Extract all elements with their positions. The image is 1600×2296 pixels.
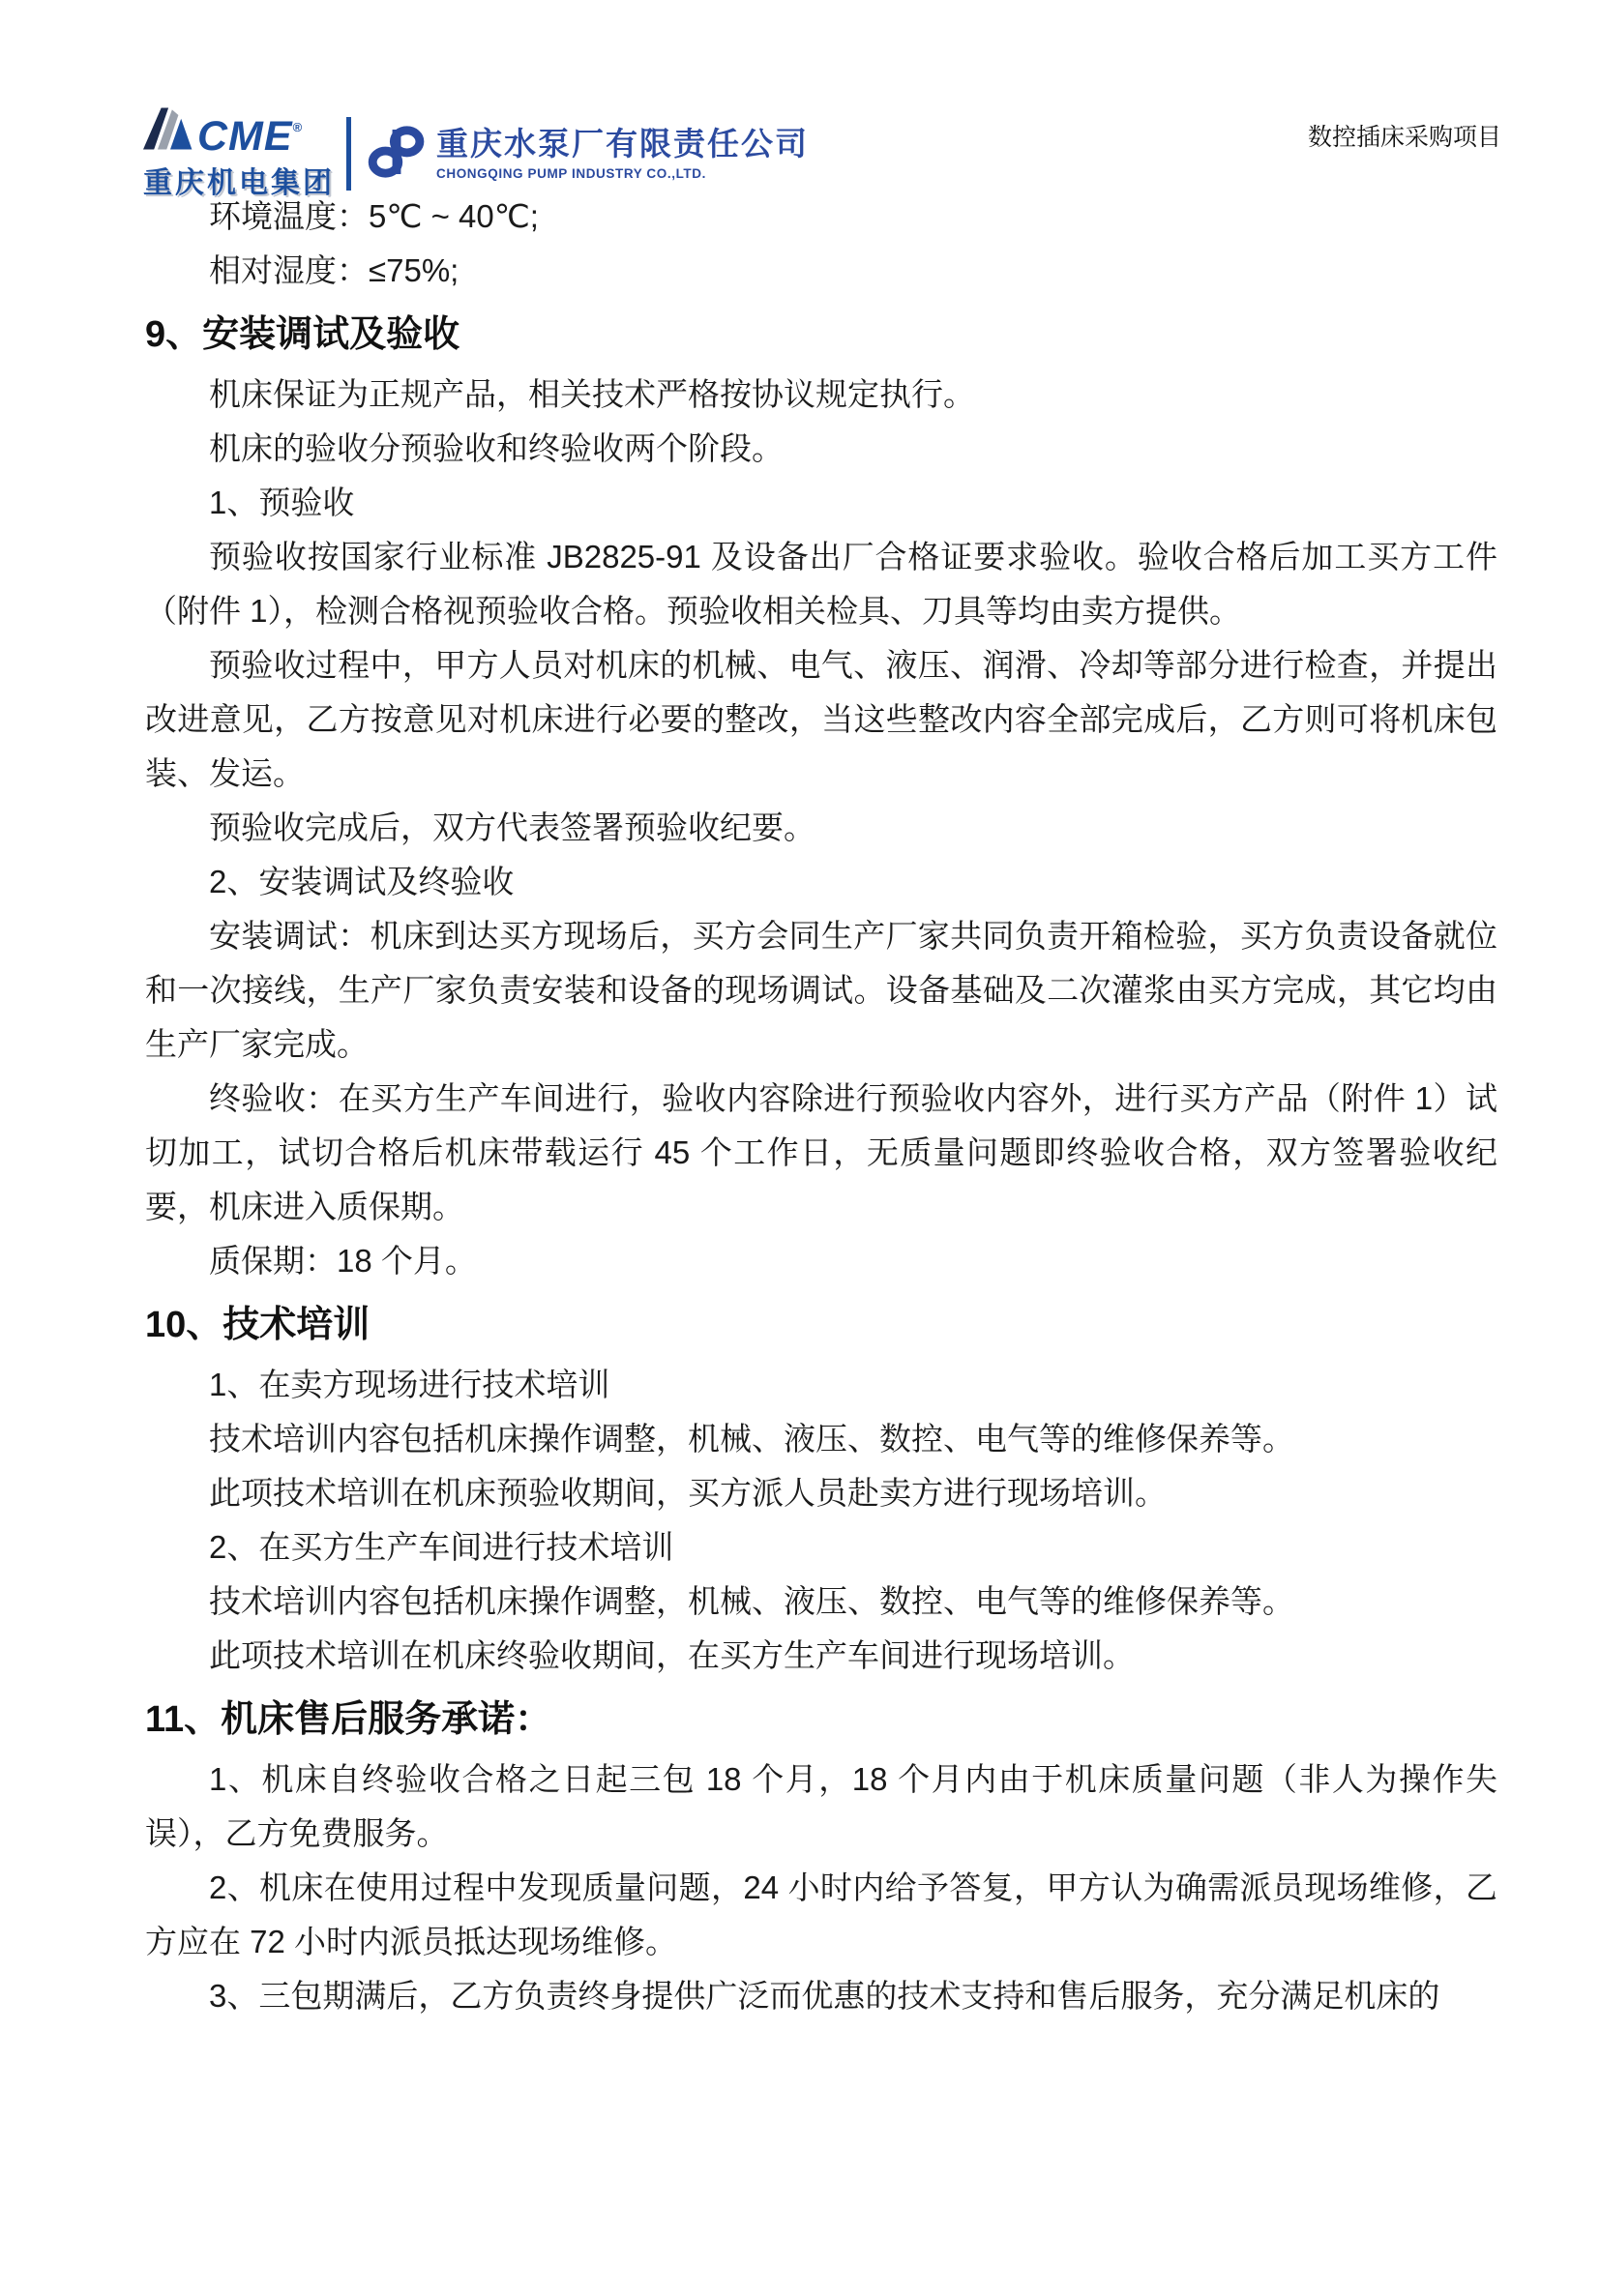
cme-logo-top bbox=[143, 106, 335, 161]
paragraph: 3、三包期满后，乙方负责终身提供广泛而优惠的技术支持和售后服务，充分满足机床的 bbox=[209, 1978, 1440, 2014]
paragraph: 2、安装调试及终验收 bbox=[209, 864, 515, 899]
paragraph: 技术培训内容包括机床操作调整，机械、液压、数控、电气等的维修保养等。 bbox=[209, 1421, 1294, 1457]
registered-mark: ® bbox=[292, 120, 303, 134]
project-title-label: 数控插床采购项目 bbox=[1307, 124, 1501, 151]
section-heading: 9、安装调试及验收 bbox=[145, 314, 460, 355]
cme-brand-text: CME bbox=[197, 113, 293, 161]
section-heading: 10、技术培训 bbox=[145, 1305, 370, 1345]
pump-logo bbox=[367, 123, 809, 186]
document-body bbox=[145, 190, 1497, 2023]
cme-logo bbox=[143, 106, 335, 201]
paragraph: 此项技术培训在机床终验收期间，在买方生产车间进行现场培训。 bbox=[209, 1637, 1135, 1673]
pump-db-monogram-icon bbox=[367, 123, 427, 186]
paragraph: 2、在买方生产车间进行技术培训 bbox=[209, 1529, 674, 1565]
pump-company-name-cn: 重庆水泵厂有限责任公司 bbox=[436, 126, 809, 162]
pump-company-name-en: CHONGQING PUMP INDUSTRY CO.,LTD. bbox=[436, 165, 706, 181]
paragraph: 终验收：在买方生产车间进行，验收内容除进行预验收内容外，进行买方产品（附件 1）试切加工，试切合格后机床带载运行 45 个工作日，无质量问题即终验收合格，双方签署验收纪要，机床进入质保期。 bbox=[145, 1080, 1497, 1224]
paragraph: 机床保证为正规产品，相关技术严格按协议规定执行。 bbox=[209, 376, 975, 412]
cme-subtitle: 重庆机电集团 bbox=[143, 167, 335, 199]
logo-group bbox=[143, 106, 809, 201]
paragraph: 相对湿度：≤75%; bbox=[209, 252, 459, 288]
paragraph: 质保期：18 个月。 bbox=[209, 1243, 477, 1279]
paragraph: 预验收完成后，双方代表签署预验收纪要。 bbox=[209, 809, 815, 845]
paragraph: 安装调试：机床到达买方现场后，买方会同生产厂家共同负责开箱检验，买方负责设备就位和一次接线，生产厂家负责安装和设备的现场调试。设备基础及二次灌浆由买方完成，其它均由生产厂家完成。 bbox=[145, 918, 1497, 1062]
paragraph: 预验收按国家行业标准 JB2825-91 及设备出厂合格证要求验收。验收合格后加工买方工件（附件 1），检测合格视预验收合格。预验收相关检具、刀具等均由卖方提供。 bbox=[145, 539, 1497, 629]
paragraph: 1、机床自终验收合格之日起三包 18 个月，18 个月内由于机床质量问题（非人为操作失误），乙方免费服务。 bbox=[145, 1761, 1497, 1851]
paragraph: 环境温度：5℃ ~ 40℃; bbox=[209, 198, 539, 234]
logo-divider bbox=[346, 117, 351, 191]
paragraph: 2、机床在使用过程中发现质量问题，24 小时内给予答复，甲方认为确需派员现场维修，乙方应在 72 小时内派员抵达现场维修。 bbox=[145, 1869, 1497, 1959]
cme-mountain-icon bbox=[143, 106, 197, 156]
pump-names bbox=[436, 127, 809, 180]
paragraph: 此项技术培训在机床预验收期间，买方派人员赴卖方进行现场培训。 bbox=[209, 1475, 1167, 1511]
paragraph: 1、预验收 bbox=[209, 485, 355, 520]
paragraph: 技术培训内容包括机床操作调整，机械、液压、数控、电气等的维修保养等。 bbox=[209, 1583, 1294, 1619]
paragraph: 机床的验收分预验收和终验收两个阶段。 bbox=[209, 430, 784, 466]
paragraph: 预验收过程中，甲方人员对机床的机械、电气、液压、润滑、冷却等部分进行检查，并提出改进意见，乙方按意见对机床进行必要的整改，当这些整改内容全部完成后，乙方则可将机床包装、发运。 bbox=[145, 647, 1497, 791]
section-heading: 11、机床售后服务承诺： bbox=[145, 1699, 552, 1740]
paragraph: 1、在卖方现场进行技术培训 bbox=[209, 1367, 610, 1402]
page-header bbox=[143, 106, 1501, 201]
